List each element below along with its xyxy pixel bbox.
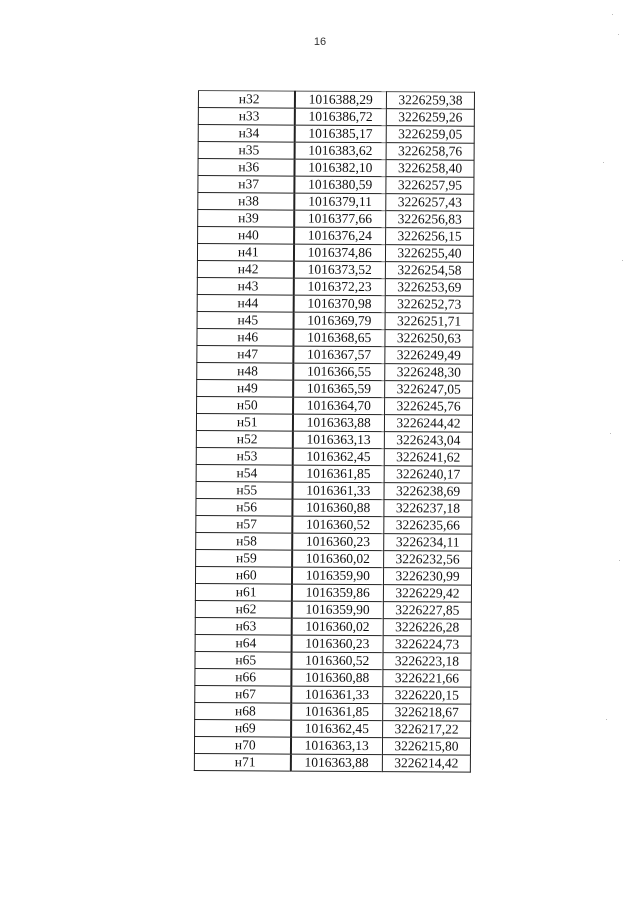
- x-coordinate-cell: 1016360,88: [291, 669, 383, 687]
- x-coordinate-cell: 1016386,72: [294, 108, 386, 126]
- table-row: [196, 515, 472, 534]
- table-row: [195, 719, 471, 738]
- y-coordinate-cell: 3226226,28: [383, 619, 471, 637]
- y-coordinate-cell: 3226241,62: [384, 449, 472, 467]
- y-coordinate-cell: 3226244,42: [384, 415, 472, 433]
- table-row: [195, 617, 471, 636]
- x-coordinate-cell: 1016359,90: [291, 567, 383, 585]
- x-coordinate-cell: 1016379,11: [294, 193, 386, 211]
- point-name-cell: н69: [195, 719, 291, 737]
- x-coordinate-cell: 1016363,13: [290, 737, 382, 755]
- point-name-cell: н56: [196, 498, 292, 516]
- y-coordinate-cell: 3226243,04: [384, 432, 472, 450]
- table-row: [198, 159, 474, 178]
- table-row: [197, 311, 473, 330]
- table-row: [198, 193, 474, 212]
- x-coordinate-cell: 1016361,33: [292, 482, 384, 500]
- y-coordinate-cell: 3226240,17: [384, 466, 472, 484]
- x-coordinate-cell: 1016373,52: [293, 261, 385, 279]
- page-number: 16: [313, 36, 327, 48]
- table-row: [197, 328, 473, 347]
- y-coordinate-cell: 3226220,15: [383, 687, 471, 705]
- table-row: [197, 345, 473, 364]
- table-row: [194, 736, 470, 755]
- x-coordinate-cell: 1016368,65: [293, 329, 385, 347]
- point-name-cell: н48: [197, 362, 293, 380]
- point-name-cell: н39: [198, 210, 294, 228]
- table-row: [195, 702, 471, 721]
- y-coordinate-cell: 3226255,40: [385, 245, 473, 263]
- y-coordinate-cell: 3226234,11: [384, 534, 472, 552]
- x-coordinate-cell: 1016362,45: [291, 720, 383, 738]
- x-coordinate-cell: 1016360,52: [291, 652, 383, 670]
- table-row: [198, 108, 474, 127]
- table-row: [198, 227, 474, 246]
- y-coordinate-cell: 3226238,69: [384, 483, 472, 501]
- table-row: [196, 413, 472, 432]
- table-row: [197, 362, 473, 381]
- x-coordinate-cell: 1016376,24: [294, 227, 386, 245]
- point-name-cell: н70: [194, 736, 290, 754]
- x-coordinate-cell: 1016365,59: [293, 380, 385, 398]
- table-row: [198, 210, 474, 229]
- y-coordinate-cell: 3226248,30: [385, 364, 473, 382]
- coordinates-table-body: [194, 91, 474, 773]
- point-name-cell: н58: [196, 532, 292, 550]
- point-name-cell: н47: [197, 345, 293, 363]
- y-coordinate-cell: 3226253,69: [385, 279, 473, 297]
- table-row: [196, 464, 472, 483]
- table-row: [195, 600, 471, 619]
- x-coordinate-cell: 1016360,23: [292, 533, 384, 551]
- point-name-cell: н33: [198, 108, 294, 126]
- y-coordinate-cell: 3226232,56: [384, 551, 472, 569]
- table-row: [196, 532, 472, 551]
- point-name-cell: н55: [196, 481, 292, 499]
- point-name-cell: н60: [195, 566, 291, 584]
- point-name-cell: н71: [194, 753, 290, 771]
- point-name-cell: н42: [197, 260, 293, 278]
- point-name-cell: н54: [196, 464, 292, 482]
- x-coordinate-cell: 1016385,17: [294, 125, 386, 143]
- x-coordinate-cell: 1016370,98: [293, 295, 385, 313]
- x-coordinate-cell: 1016361,33: [291, 686, 383, 704]
- table-row: [198, 125, 474, 144]
- y-coordinate-cell: 3226251,71: [385, 313, 473, 331]
- y-coordinate-cell: 3226254,58: [385, 262, 473, 280]
- table-row: [197, 277, 473, 296]
- point-name-cell: н57: [196, 515, 292, 533]
- y-coordinate-cell: 3226223,18: [383, 653, 471, 671]
- x-coordinate-cell: 1016382,10: [294, 159, 386, 177]
- x-coordinate-cell: 1016360,02: [292, 550, 384, 568]
- y-coordinate-cell: 3226259,38: [386, 92, 474, 110]
- table-row: [197, 260, 473, 279]
- table-row: [197, 379, 473, 398]
- point-name-cell: н44: [197, 294, 293, 312]
- x-coordinate-cell: 1016361,85: [291, 703, 383, 721]
- table-row: [196, 430, 472, 449]
- y-coordinate-cell: 3226256,15: [386, 228, 474, 246]
- point-name-cell: н52: [196, 430, 292, 448]
- point-name-cell: н40: [198, 227, 294, 245]
- y-coordinate-cell: 3226259,26: [386, 109, 474, 127]
- point-name-cell: н63: [195, 617, 291, 635]
- x-coordinate-cell: 1016367,57: [293, 346, 385, 364]
- x-coordinate-cell: 1016363,88: [290, 754, 382, 772]
- point-name-cell: н66: [195, 668, 291, 686]
- point-name-cell: н41: [197, 244, 293, 262]
- y-coordinate-cell: 3226249,49: [385, 347, 473, 365]
- y-coordinate-cell: 3226258,76: [386, 143, 474, 161]
- point-name-cell: н64: [195, 634, 291, 652]
- point-name-cell: н43: [197, 277, 293, 295]
- y-coordinate-cell: 3226257,43: [386, 194, 474, 212]
- x-coordinate-cell: 1016388,29: [294, 91, 386, 109]
- y-coordinate-cell: 3226230,99: [383, 568, 471, 586]
- table-row: [195, 634, 471, 653]
- x-coordinate-cell: 1016383,62: [294, 142, 386, 160]
- y-coordinate-cell: 3226259,05: [386, 126, 474, 144]
- point-name-cell: н50: [197, 396, 293, 414]
- x-coordinate-cell: 1016360,88: [292, 499, 384, 517]
- point-name-cell: н49: [197, 379, 293, 397]
- table-row: [194, 753, 470, 772]
- x-coordinate-cell: 1016360,23: [291, 635, 383, 653]
- point-name-cell: н59: [196, 549, 292, 567]
- point-name-cell: н65: [195, 651, 291, 669]
- y-coordinate-cell: 3226245,76: [385, 398, 473, 416]
- table-row: [195, 583, 471, 602]
- y-coordinate-cell: 3226256,83: [386, 211, 474, 229]
- point-name-cell: н51: [196, 413, 292, 431]
- table-row: [197, 244, 473, 263]
- table-row: [195, 566, 471, 585]
- y-coordinate-cell: 3226235,66: [384, 517, 472, 535]
- table-row: [195, 651, 471, 670]
- x-coordinate-cell: 1016360,02: [291, 618, 383, 636]
- point-name-cell: н36: [198, 159, 294, 177]
- x-coordinate-cell: 1016364,70: [293, 397, 385, 415]
- y-coordinate-cell: 3226247,05: [385, 381, 473, 399]
- x-coordinate-cell: 1016366,55: [293, 363, 385, 381]
- y-coordinate-cell: 3226257,95: [386, 177, 474, 195]
- point-name-cell: н68: [195, 702, 291, 720]
- point-name-cell: н62: [195, 600, 291, 618]
- table-row: [195, 668, 471, 687]
- x-coordinate-cell: 1016380,59: [294, 176, 386, 194]
- table-row: [198, 91, 474, 110]
- x-coordinate-cell: 1016362,45: [292, 448, 384, 466]
- coordinates-table: [194, 90, 475, 773]
- point-name-cell: н38: [198, 193, 294, 211]
- y-coordinate-cell: 3226258,40: [386, 160, 474, 178]
- x-coordinate-cell: 1016363,88: [292, 414, 384, 432]
- point-name-cell: н45: [197, 311, 293, 329]
- point-name-cell: н37: [198, 176, 294, 194]
- y-coordinate-cell: 3226221,66: [383, 670, 471, 688]
- x-coordinate-cell: 1016374,86: [293, 244, 385, 262]
- table-row: [197, 396, 473, 415]
- y-coordinate-cell: 3226250,63: [385, 330, 473, 348]
- point-name-cell: н67: [195, 685, 291, 703]
- y-coordinate-cell: 3226224,73: [383, 636, 471, 654]
- y-coordinate-cell: 3226215,80: [382, 738, 470, 756]
- x-coordinate-cell: 1016369,79: [293, 312, 385, 330]
- table-row: [198, 176, 474, 195]
- x-coordinate-cell: 1016372,23: [293, 278, 385, 296]
- x-coordinate-cell: 1016361,85: [292, 465, 384, 483]
- y-coordinate-cell: 3226227,85: [383, 602, 471, 620]
- point-name-cell: н61: [195, 583, 291, 601]
- y-coordinate-cell: 3226217,22: [383, 721, 471, 739]
- table-row: [196, 447, 472, 466]
- y-coordinate-cell: 3226214,42: [382, 755, 470, 773]
- x-coordinate-cell: 1016377,66: [294, 210, 386, 228]
- table-row: [197, 294, 473, 313]
- table-row: [195, 685, 471, 704]
- y-coordinate-cell: 3226252,73: [385, 296, 473, 314]
- table-row: [196, 498, 472, 517]
- point-name-cell: н46: [197, 328, 293, 346]
- x-coordinate-cell: 1016360,52: [292, 516, 384, 534]
- point-name-cell: н34: [198, 125, 294, 143]
- point-name-cell: н32: [198, 91, 294, 109]
- table-row: [198, 142, 474, 161]
- x-coordinate-cell: 1016359,86: [291, 584, 383, 602]
- table-row: [196, 481, 472, 500]
- point-name-cell: н35: [198, 142, 294, 160]
- table-row: [196, 549, 472, 568]
- x-coordinate-cell: 1016359,90: [291, 601, 383, 619]
- y-coordinate-cell: 3226229,42: [383, 585, 471, 603]
- y-coordinate-cell: 3226218,67: [383, 704, 471, 722]
- point-name-cell: н53: [196, 447, 292, 465]
- y-coordinate-cell: 3226237,18: [384, 500, 472, 518]
- x-coordinate-cell: 1016363,13: [292, 431, 384, 449]
